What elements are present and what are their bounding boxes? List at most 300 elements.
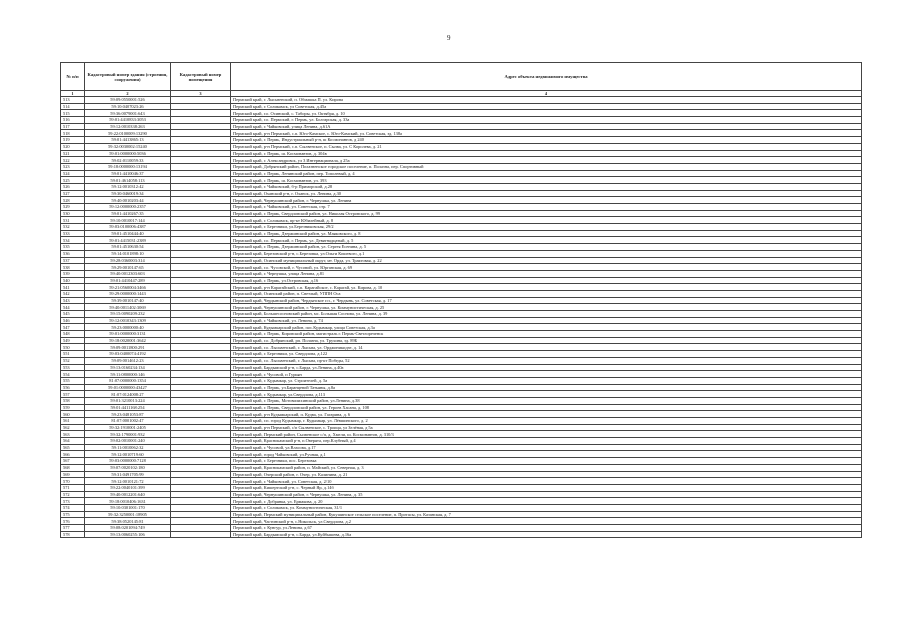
table-row [61,464,862,471]
cadastral-number-premises [171,250,231,257]
cadastral-number-building: 59:10:0010017:144 [85,217,171,224]
row-number: 536 [61,250,85,257]
cadastral-number-premises [171,123,231,130]
property-address: Пермский край, г. Березники, ул.Березниковская, 29/2 [231,224,862,231]
cadastral-number-premises [171,204,231,211]
property-address: Пермский край, г. Пермь, Свердловский район, ул. Николая Островского, д. 99 [231,210,862,217]
property-address: Пермский край, г. Чусовой, п Гурьян [231,371,862,378]
cadastral-number-premises [171,304,231,311]
cadastral-number-premises [171,170,231,177]
table-row [61,190,862,197]
cadastral-number-building: 59:40:0010203:44 [85,197,171,204]
row-number: 522 [61,157,85,164]
header-address: Адрес объекта недвижимого имущества [231,63,862,91]
property-address: Пермский край, г. Чайковский, б-р Приморский, д.28 [231,183,862,190]
property-address: Пермский край, Бардымский р-н, с.Барда, ул.Куйбышева, д.16а [231,531,862,538]
cadastral-number-building: 59:01:4411168:254 [85,404,171,411]
header-no: № п/п [61,63,85,91]
property-address: Пермский край, Пермский муниципальный район, Кукушинское сельское поселение, п. Протасы, ул. Казанская, д. 7 [231,511,862,518]
cadastral-number-premises [171,471,231,478]
table-row [61,418,862,425]
property-address: Пермский край, г. Березники, пос. Березовка [231,458,862,465]
cadastral-number-premises [171,230,231,237]
cadastral-number-premises [171,257,231,264]
row-number: 563 [61,431,85,438]
property-address: Пермский край, Чернушинский район, г. Чернушка, ул. Коммунистическая, д. 25 [231,304,862,311]
table-row [61,438,862,445]
property-address: Пермский край, г. Кудымкар, ул. Строителей, д. 5а [231,377,862,384]
cadastral-number-premises [171,464,231,471]
cadastral-number-building: 59:01:4410833:3053 [85,117,171,124]
row-number: 557 [61,391,85,398]
property-address: Пермский край, г. Чернушка, улица Ленина, д.81 [231,270,862,277]
cadastral-number-premises [171,344,231,351]
property-address: Пермский край, р-н Пермский, с.п. Юго-Камское, с. Юго-Камский, ул. Советская, зд. 138а [231,130,862,137]
cadastral-number-premises [171,311,231,318]
property-address: Пермский край, р-н Карагайский, с.п. Карагайское, с. Карагай, ул. Кирова, д. 10 [231,284,862,291]
cadastral-number-building: 59:10:0301001:170 [85,504,171,511]
property-address: Пермский край, г.о. Добрянский, рп. Полазна, ул. Трухина, зд. 89Б [231,337,862,344]
property-address: Пермский край, г. Пермь, ш. Космонавтов, д. 304в [231,150,862,157]
property-address: Пермский край, Кишертский р-н, с. Черный Яр, д.14б [231,484,862,491]
table-row [61,504,862,511]
table-row [61,257,862,264]
cadastral-number-premises [171,404,231,411]
property-address: Пермский край, г.о. Лысьвенский, г. Лысьва, ул. Орджоникидзе, д. 14 [231,344,862,351]
cadastral-number-premises [171,511,231,518]
row-number: 539 [61,270,85,277]
cadastral-number-building: 59:32:1790001:932 [85,431,171,438]
cadastral-number-premises [171,357,231,364]
property-address: Пермский край, г. Пермь, Мотовилихинский район, ул.Ленина, д.38 [231,397,862,404]
row-number: 555 [61,377,85,384]
row-number: 515 [61,110,85,117]
cadastral-number-building: 59:01:0000000:5036 [85,150,171,157]
row-number: 559 [61,404,85,411]
cadastral-number-building: 59:40:0011402:3069 [85,304,171,311]
table-row [61,351,862,358]
cadastral-number-building: 81:07:0000000:1354 [85,377,171,384]
cadastral-number-building: 59:22:0100009:13290 [85,130,171,137]
property-address: Пермский край, г. Кунгур, ул.Ленина, д.67 [231,525,862,532]
cadastral-number-building: 59:01:0000000:3131 [85,331,171,338]
cadastral-number-building: 81:07:0124008:27 [85,391,171,398]
property-address: Пермский край, г. Александровск, ул 3 Интернационала, д 25а [231,157,862,164]
row-number: 524 [61,170,85,177]
cadastral-number-premises [171,97,231,104]
row-number: 516 [61,117,85,124]
cadastral-number-premises [171,217,231,224]
row-number: 548 [61,331,85,338]
property-address: Пермский край, г.о. Осинский, с. Таборы, ул. Октября, д. 10 [231,110,862,117]
row-number: 525 [61,177,85,184]
row-number: 541 [61,284,85,291]
cadastral-number-building: 59:01:4410046:37 [85,170,171,177]
row-number: 575 [61,511,85,518]
row-number: 574 [61,504,85,511]
table-row [61,371,862,378]
cadastral-number-premises [171,297,231,304]
property-address: Пермский край, г. Чайковский, ул. Советская, стр. 7 [231,204,862,211]
property-address: Пермский край, р-н Кудымкарский, п. Кудва, ул. Гагарина, д. 6 [231,411,862,418]
property-address: Пермский край, г. Пермь, ш. Космонавтов, ул. 393 [231,177,862,184]
row-number: 564 [61,438,85,445]
table-row [61,518,862,525]
table-row [61,170,862,177]
property-address: Пермский край, Краснокамский р-н, п.Оверята, пер.Клубный, д.4 [231,438,862,445]
table-row [61,103,862,110]
row-number: 569 [61,471,85,478]
table-row [61,117,862,124]
cadastral-number-building: 59:14:0101898:10 [85,250,171,257]
row-number: 558 [61,397,85,404]
cadastral-number-building: 59:22:0040101:399 [85,484,171,491]
table-row [61,297,862,304]
row-number: 529 [61,204,85,211]
table-row [61,290,862,297]
row-number: 566 [61,451,85,458]
cadastral-number-building: 81:07:0001002:47 [85,418,171,425]
cadastral-number-building: 59:11:0800000:146 [85,371,171,378]
property-address: Пермский край, г. Добрянка, ул. Ермакова, д. 20 [231,498,862,505]
cadastral-number-premises [171,183,231,190]
cadastral-number-building: 59:09:0550001:526 [85,97,171,104]
row-number: 543 [61,297,85,304]
cadastral-number-building: 59:15:0090209:232 [85,311,171,318]
property-address: Пермский край, г. Пермь, Дзержинский район, ул. Маяковского, д. 8 [231,230,862,237]
cadastral-number-building: 59:29:0000000:1443 [85,290,171,297]
property-address: Пермский край, г. Чайковский, ул. Советская, д. 2/10 [231,478,862,485]
cadastral-number-premises [171,391,231,398]
table-row [61,357,862,364]
header-kad-zdanie: Кадастровый номер здания (строения, сооружения) [85,63,171,91]
row-number: 562 [61,424,85,431]
table-row [61,364,862,371]
cadastral-number-building: 59:09:0014612:23 [85,357,171,364]
table-row [61,511,862,518]
cadastral-number-building: 59:12:0010312:42 [85,183,171,190]
cadastral-number-premises [171,444,231,451]
row-number: 549 [61,337,85,344]
cadastral-number-premises [171,197,231,204]
column-number: 3 [171,91,231,97]
cadastral-number-premises [171,504,231,511]
table-row [61,137,862,144]
row-number: 518 [61,130,85,137]
property-address: Пермский край, Чердынский район, Чердынское г.п., г. Чердынь, ул. Советская, д. 17 [231,297,862,304]
cadastral-number-premises [171,264,231,271]
row-number: 546 [61,317,85,324]
cadastral-number-building: 59:03:0000000:7128 [85,458,171,465]
header-kad-pomeschenie: Кадастровый номер помещения [171,63,231,91]
property-address: Пермский край, Оханский р-н, г. Оханск, ул. Ленина, д.30 [231,190,862,197]
table-row [61,344,862,351]
table-row [61,143,862,150]
table-row [61,123,862,130]
cadastral-number-building: 59:23:0000000:40 [85,324,171,331]
cadastral-number-building: 59:30:0460019:34 [85,190,171,197]
table-row [61,157,862,164]
row-number: 572 [61,491,85,498]
cadastral-number-building: 59:03:0400074:4192 [85,351,171,358]
cadastral-number-building: 59:18:0010406:1631 [85,498,171,505]
row-number: 547 [61,324,85,331]
cadastral-number-building: 59:28:0360003:314 [85,257,171,264]
row-number: 553 [61,364,85,371]
property-address: Пермский край, г. Пермь, ул.Островская, д.16 [231,277,862,284]
property-address: Пермский край, г. Соликамск, ул Советская, д.45а [231,103,862,110]
table-row [61,311,862,318]
table-row [61,384,862,391]
table-row [61,391,862,398]
property-address: Пермский край, Большесосновский район, мс. Большая Соснова, ул. Ленина, д. 39 [231,311,862,318]
table-row [61,230,862,237]
cadastral-number-premises [171,137,231,144]
row-number: 532 [61,224,85,231]
cadastral-number-building: 59:38:0520145:81 [85,518,171,525]
cadastral-number-building: 59:31:0491705:99 [85,471,171,478]
row-number: 521 [61,150,85,157]
cadastral-number-building: 59:11:0010062:32 [85,444,171,451]
property-address: Пермский край, г. Чайковский, улица Ленина, д.61А [231,123,862,130]
cadastral-number-premises [171,418,231,425]
cadastral-number-premises [171,377,231,384]
cadastral-number-premises [171,484,231,491]
cadastral-number-premises [171,277,231,284]
cadastral-number-building: 59:32:3250001:18905 [85,511,171,518]
cadastral-number-premises [171,177,231,184]
property-address: Пермский край, г.о. Чусовской, г. Чусовой, ул. Юрганская, д. 69 [231,264,862,271]
property-address: Пермский край, Осинский район, п. Светлый, УППН Оса [231,290,862,297]
row-number: 578 [61,531,85,538]
cadastral-number-premises [171,237,231,244]
row-number: 577 [61,525,85,532]
table-row [61,484,862,491]
property-address: Пермский край, Березовский р-н, с.Березовка, ул.Ольги Кошевого, д.1 [231,250,862,257]
table-row [61,444,862,451]
cadastral-number-building: 59:12:0010719:60 [85,451,171,458]
property-address: Пермский край, г. Пермь, ул.Баранцевой Татьяны, д.8а [231,384,862,391]
cadastral-number-premises [171,290,231,297]
cadastral-number-building: 59:01:4413865:13 [85,137,171,144]
property-address: Пермский край, р-н Пермский, с/п Сылвенское, с. Троица, ул Зелёная, д 5а [231,424,862,431]
property-address: Пермский край, г. Чусовой, ул.Власова, д.17 [231,444,862,451]
cadastral-number-premises [171,157,231,164]
property-address: Пермский край, г. Лысьвенский, п. Обмашка П. ул. Кирова [231,97,862,104]
cadastral-number-premises [171,384,231,391]
table-row [61,304,862,311]
table-row [61,531,862,538]
table-row [61,324,862,331]
table-row [61,491,862,498]
cadastral-number-building: 59:39:0010147:40 [85,297,171,304]
property-address: Пермский край, г. Чайковский, ул. Ленина, д. 74 [231,317,862,324]
table-row [61,237,862,244]
row-number: 527 [61,190,85,197]
cadastral-number-building: 59:02:0010001:240 [85,438,171,445]
property-address: Пермский край, г.о. Лысьвенский, г. Лысьва, пр-кт Победы, 52 [231,357,862,364]
row-number: 517 [61,123,85,130]
table-row [61,451,862,458]
row-number: 513 [61,97,85,104]
row-number: 545 [61,311,85,318]
row-number: 528 [61,197,85,204]
property-address: Пермский край, г.п. город Кудымкар, г. Кудымкар, ул. Лёвшинского, д. 2 [231,418,862,425]
property-address: Пермский край, Добрянский район, Полазненское городское поселение, п. Полазна, пер. Спортивный [231,163,862,170]
row-number: 533 [61,230,85,237]
page-number: 9 [447,34,451,42]
table-row [61,130,862,137]
cadastral-number-premises [171,364,231,371]
table-row [61,498,862,505]
cadastral-number-building: 59:18:0020001:3642 [85,337,171,344]
property-address: Пермский край, г. Пермь, Индустриальный р-н, ш Космонавтов, д 240 [231,137,862,144]
table-row [61,110,862,117]
property-address: Пермский край, г. Пермь, Дзержинский район, ул. Сергея Есенина, д. 5 [231,244,862,251]
row-number: 568 [61,464,85,471]
cadastral-number-building: 59:21:0560004:3466 [85,284,171,291]
cadastral-number-premises [171,411,231,418]
cadastral-number-premises [171,397,231,404]
row-number: 534 [61,237,85,244]
row-number: 514 [61,103,85,110]
cadastral-number-building: 59:23:0481053:87 [85,411,171,418]
cadastral-number-premises [171,458,231,465]
cadastral-number-building: 59:01:0000000:43427 [85,384,171,391]
table-row [61,525,862,532]
table-row [61,97,862,104]
cadastral-number-premises [171,438,231,445]
cadastral-number-building: 59:18:0000000:13194 [85,163,171,170]
row-number: 570 [61,478,85,485]
property-address: Пермский край, Чернушинский район, г. Чернушка, ул. Ленина [231,197,862,204]
row-number: 571 [61,484,85,491]
cadastral-number-premises [171,150,231,157]
row-number: 552 [61,357,85,364]
table-row [61,397,862,404]
cadastral-number-premises [171,143,231,150]
row-number: 537 [61,257,85,264]
row-number: 542 [61,290,85,297]
cadastral-number-building: 59:12:0010338:263 [85,123,171,130]
row-number: 520 [61,143,85,150]
property-address: Пермский край, г. Соликамск, ул. Коммунистическая, 31/1 [231,504,862,511]
cadastral-number-building: 59:40:0012201:640 [85,491,171,498]
property-address: Пермский край, Частинский р-н, с.Никольск, ул.Свердлова, д.2 [231,518,862,525]
cadastral-number-premises [171,371,231,378]
property-address: Пермский край, Кудымкарский район, пос.Кудымкар, улица Советская, д.3а [231,324,862,331]
cadastral-number-building: 59:36:0079001:643 [85,110,171,117]
table-row [61,471,862,478]
table-row [61,250,862,257]
table-row [61,150,862,157]
cadastral-number-building: 59:01:4614058:113 [85,177,171,184]
cadastral-number-premises [171,431,231,438]
row-number: 565 [61,444,85,451]
row-number: 561 [61,418,85,425]
row-number: 538 [61,264,85,271]
table-header-row [61,63,862,91]
cadastral-number-building: 59:13:0060255:106 [85,531,171,538]
property-address: Пермский край, Осинский муниципальный округ, мт. Орда, ул. Трактовая, д. 22 [231,257,862,264]
cadastral-number-building: 59:01:4410267:35 [85,210,171,217]
table-row [61,377,862,384]
cadastral-number-building: 59:12:0010343:1309 [85,317,171,324]
property-register-table [60,62,862,538]
property-address: Пермский край, Бардымский р-н, с.Барда, ул.Ленина, д.40а [231,364,862,371]
cadastral-number-premises [171,190,231,197]
table-row [61,197,862,204]
cadastral-number-building: 59:32:1910001:2405 [85,424,171,431]
row-number: 544 [61,304,85,311]
table-row [61,163,862,170]
row-number: 554 [61,371,85,378]
table-row [61,270,862,277]
property-address: Пермский край, г. Пермь, Свердловский район, ул. Героев Хасана, д. 108 [231,404,862,411]
cadastral-number-premises [171,331,231,338]
column-number: 2 [85,91,171,97]
table-row [61,277,862,284]
cadastral-number-building: 59:40:0012303:603 [85,270,171,277]
cadastral-number-premises [171,224,231,231]
cadastral-number-building: 59:03:0100006:4387 [85,224,171,231]
table-row [61,177,862,184]
cadastral-number-premises [171,478,231,485]
cadastral-number-premises [171,284,231,291]
table-row [61,404,862,411]
cadastral-number-building: 59:01:4510630:54 [85,244,171,251]
property-address: Пермский край, Пермский район, Сылвенское с/п, д. Хмели, ш. Космонавтов, д. 310/3 [231,431,862,438]
table-row [61,224,862,231]
cadastral-number-premises [171,337,231,344]
property-address: Пермский край, р-н Пермский, с.п. Сылвенское, п. Сылва, ул. С Королева, д. 21 [231,143,862,150]
table-row [61,411,862,418]
cadastral-number-premises [171,210,231,217]
cadastral-number-premises [171,130,231,137]
cadastral-number-premises [171,498,231,505]
row-number: 551 [61,351,85,358]
row-number: 535 [61,244,85,251]
table-row [61,210,862,217]
row-number: 560 [61,411,85,418]
cadastral-number-premises [171,518,231,525]
table-row [61,424,862,431]
cadastral-number-building: 59:08:0201094:749 [85,525,171,532]
row-number: 573 [61,498,85,505]
table-row [61,431,862,438]
property-address: Пермский край, г. Пермь, Кировский район, магистраль г. Пермь-Светлореченск [231,331,862,338]
cadastral-number-building: 59:01:3210013:224 [85,397,171,404]
cadastral-number-building: 59:09:0011800:291 [85,344,171,351]
cadastral-number-building: 59:12:0010121:72 [85,478,171,485]
cadastral-number-premises [171,491,231,498]
cadastral-number-premises [171,117,231,124]
row-number: 556 [61,384,85,391]
table-row [61,317,862,324]
column-number: 4 [231,91,862,97]
row-number: 550 [61,344,85,351]
property-address: Пермский край, Краснокамский район, п. Майский, ул. Северная, д. 3 [231,464,862,471]
cadastral-number-premises [171,351,231,358]
cadastral-number-premises [171,317,231,324]
row-number: 567 [61,458,85,465]
table-row [61,458,862,465]
property-address: Пермский край, г.о. Пермский, г. Пермь, ул. Девятнадцатый, д. 5 [231,237,862,244]
cadastral-number-building: 59:29:0010147:65 [85,264,171,271]
cadastral-number-premises [171,531,231,538]
property-address: Пермский край, г. Березники, ул. Свердлова, д.122 [231,351,862,358]
cadastral-number-building: 59:01:4410447:289 [85,277,171,284]
